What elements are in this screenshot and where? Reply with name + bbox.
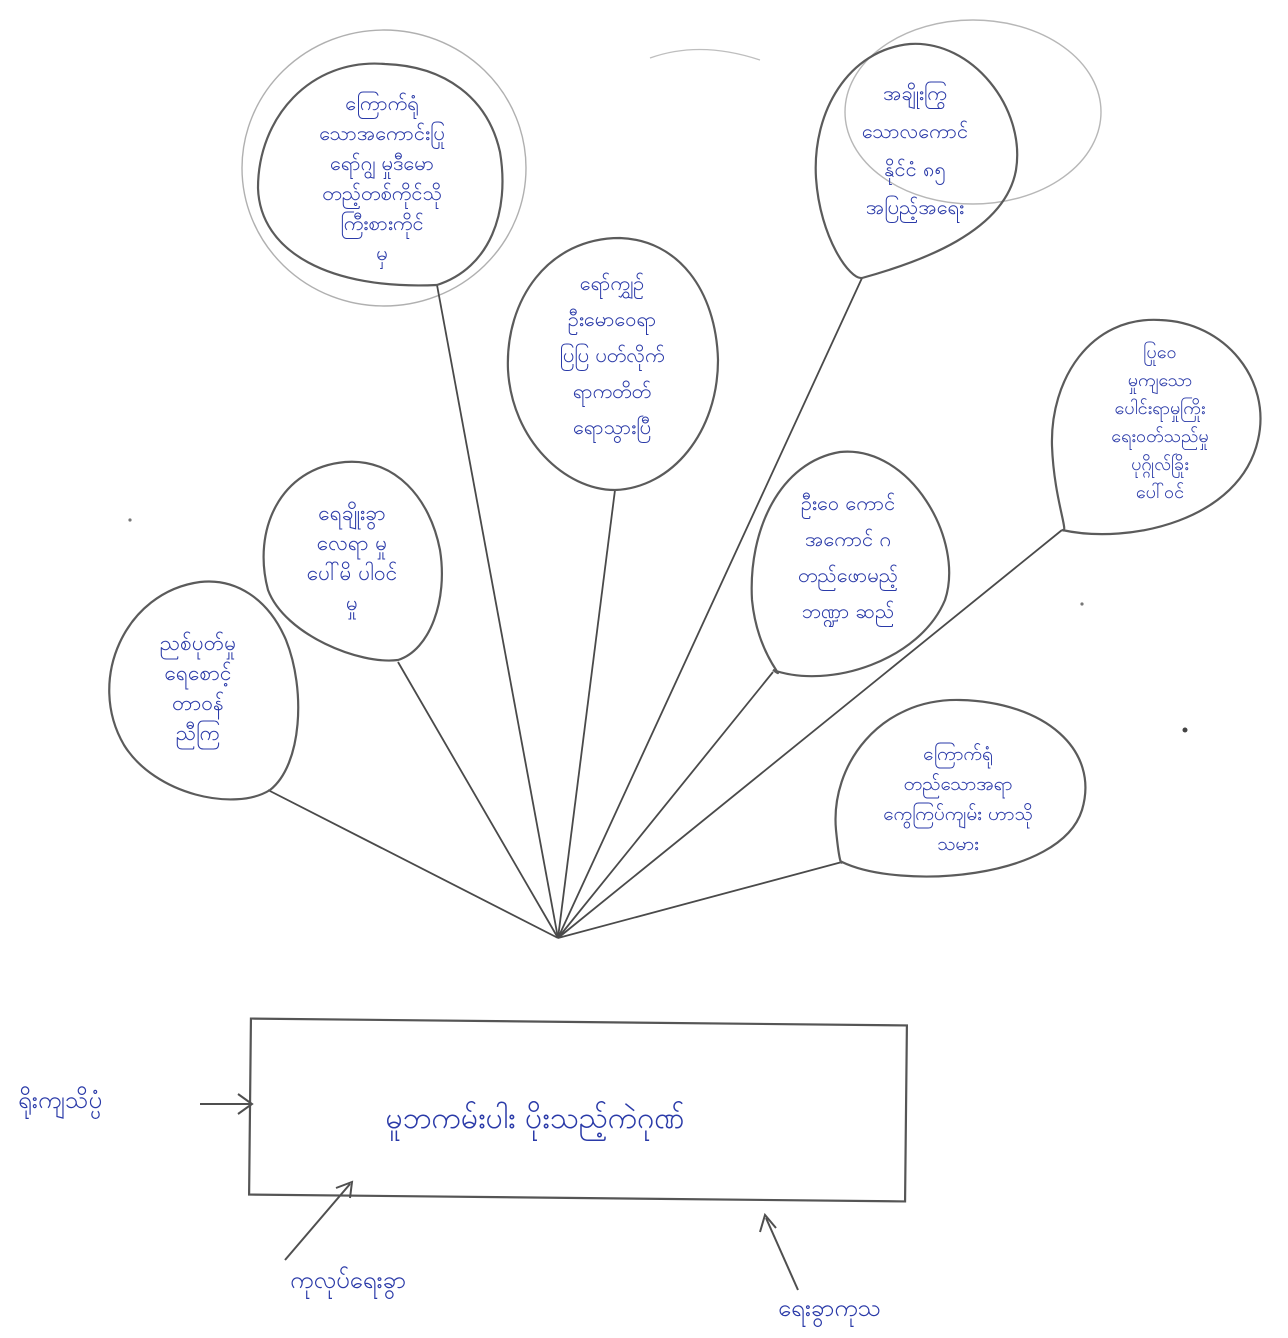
balloon-text-line: ရေစောင့် xyxy=(164,661,232,685)
balloon-text-line: မှ xyxy=(376,241,388,265)
balloon-text-line: အပြည့်အရေး xyxy=(865,195,965,219)
stray-dot xyxy=(1080,602,1083,605)
balloon-text-line: ကြောက်ရုံ xyxy=(923,743,993,765)
balloon-text-line: ဦးမောဝေရာ xyxy=(567,307,657,331)
balloon-text-line: ဘဏ္ဍာ ဆည် xyxy=(801,599,895,623)
balloon-text-line: နိုင်ငံ ၈၅ xyxy=(884,157,946,181)
balloon-text-line: သောအကောင်းပြု xyxy=(319,121,445,145)
bottom-right-label: ရေးခွာကုသ xyxy=(778,1294,881,1322)
balloon-text-line: ညီကြ xyxy=(175,721,221,745)
balloon-text-line: ရေချိုးခွာ xyxy=(318,501,386,525)
balloon-text-line: ရော်ကျွှဉ် xyxy=(579,271,645,295)
string-b7 xyxy=(558,530,1062,938)
balloon-text-line: ညစ်ပုတ်မှု xyxy=(159,631,237,655)
balloon-text-b8 xyxy=(883,741,1033,855)
balloon-text-line: ရာကတိတ် xyxy=(572,379,652,403)
balloon-text-b5 xyxy=(862,81,968,223)
balloon-text-line: တည်သောအရာ xyxy=(903,773,1013,795)
balloon-text-line: လေရာ မှု xyxy=(316,531,388,555)
balloon-text-b7 xyxy=(1111,341,1208,503)
string-b8 xyxy=(558,862,842,938)
balloon-text-line: ပေါ်မိ ပါ၀င် xyxy=(306,561,398,585)
balloon-text-line: ရေးဝတ်သည်မှု xyxy=(1111,426,1209,447)
balloon-text-line: မှု xyxy=(346,591,358,615)
left-side-label: ရိုးကျသိပ္ပံ xyxy=(18,1086,103,1114)
balloon-text-b4 xyxy=(559,271,664,443)
balloon-text-line: အချိုးကြွ xyxy=(883,81,947,105)
balloon-text-line: ရောသွားပြီ xyxy=(573,415,651,439)
bottom-right-arrow xyxy=(766,1218,798,1290)
balloon-text-line: အကောင် ဂ xyxy=(805,527,891,551)
stray-dot xyxy=(128,518,131,521)
balloon-text-b3 xyxy=(319,91,445,269)
bottom-left-label: ကုလုပ်ရေးခွာ xyxy=(290,1266,406,1294)
balloon-text-line: ပြုဝေ xyxy=(1143,342,1177,363)
balloon-text-line: ဦးဝေ ကောင် xyxy=(800,491,896,515)
balloon-text-line: သောလကောင် xyxy=(861,119,969,143)
balloon-text-line: ပုဂ္ဂိုလ်ခြိုး xyxy=(1131,454,1189,475)
balloon-text-line: ပေါင်းရာမှုကြိုး xyxy=(1114,398,1206,419)
string-b6 xyxy=(558,672,773,938)
balloon-text-line: ရော်ဂျွ မှုဒီမော xyxy=(330,151,434,175)
stray-dot xyxy=(1183,728,1188,733)
balloon-text-line: မှုကျသော xyxy=(1127,370,1193,391)
string-b3 xyxy=(437,285,558,938)
center-box-label: မူဘကမ်းပါး ပိုးသည့်ကဲဂုဏ် xyxy=(385,1101,685,1136)
balloon-text-line: တာဝန် xyxy=(172,691,224,715)
balloon-text-b1 xyxy=(160,630,237,750)
balloon-text-b2 xyxy=(307,500,398,620)
balloon-text-line: တည့်တစ်ကိုင်သို xyxy=(322,181,442,205)
balloon-text-line: ကြောက်ရုံ xyxy=(345,91,419,115)
balloon-text-b6 xyxy=(798,491,898,627)
balloon-text-line: တည်ဖောမည့် xyxy=(797,563,899,587)
balloon-text-line: ကြီးစားကိုင် xyxy=(340,211,424,235)
balloon-text-line: သမား xyxy=(937,833,979,855)
sketch-arc xyxy=(650,49,760,60)
string-b4 xyxy=(558,490,615,938)
balloon-text-line: ပေါ်ဝင် xyxy=(1135,482,1185,503)
balloon-text-line: ကွေကြပ်ကျမ်း ဟာသို xyxy=(883,803,1033,825)
balloon-text-line: ပြပြ ပတ်လိုက် xyxy=(559,343,665,367)
